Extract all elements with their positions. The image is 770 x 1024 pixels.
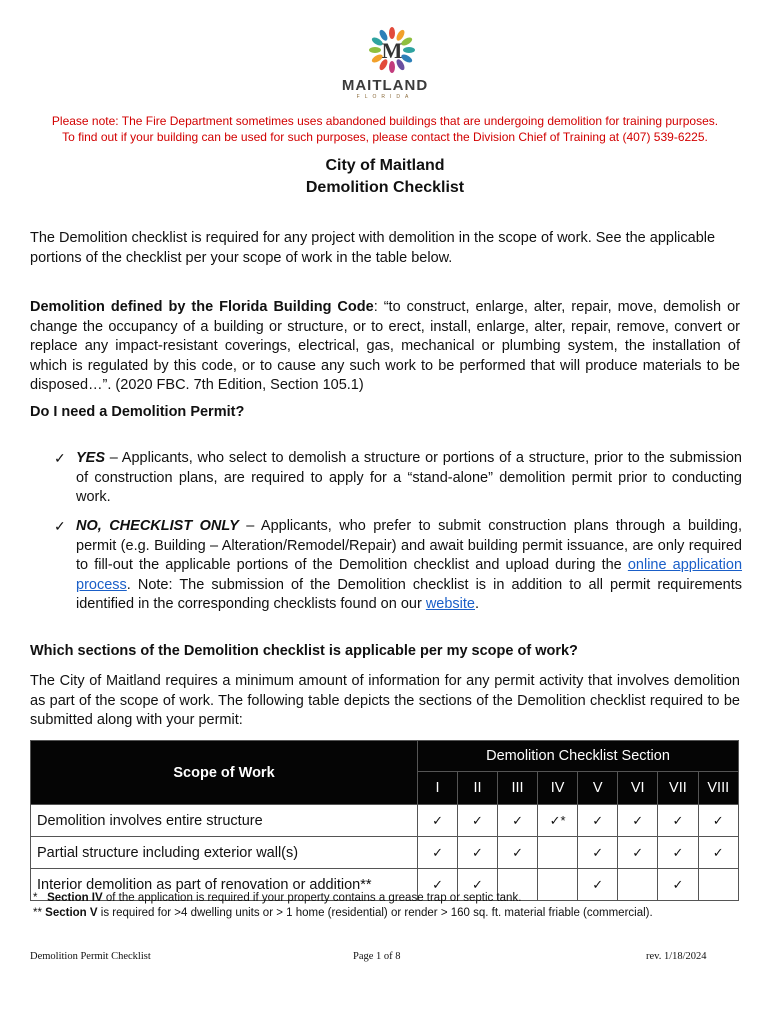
scope-cell: Demolition involves entire structure — [31, 805, 418, 837]
check-cell: ✓ — [698, 805, 738, 837]
definition-paragraph — [30, 298, 740, 396]
check-cell: ✓ — [418, 869, 458, 901]
website-link[interactable]: website — [425, 596, 475, 612]
svg-text:M: M — [381, 38, 403, 63]
section-col-header: VI — [618, 772, 658, 805]
footer-page-number: Page 1 of 8 — [353, 951, 401, 962]
scope-of-work-header: Scope of Work — [31, 741, 418, 805]
check-cell: ✓ — [658, 837, 698, 869]
logo-wordmark: MAITLAND — [341, 77, 429, 94]
definition-label: Demolition defined by the Florida Building Code — [30, 299, 374, 315]
definition-text: : “to construct, enlarge, alter, repair, move, demolish or change the occupancy of a building or structure, or to erect, install, enlarge, alter, repair, remove, convert or replace any impact-resistant coverings, electrical, gas, mechanical or plumbing system, the installation of which is regulated by this code, or to cause any such work to be performed that will produce materials to be disposed…”. (2020 FBC. 7th Edition, Section 105.1) — [30, 299, 740, 393]
check-cell: ✓ — [658, 869, 698, 901]
option-no-label: NO, CHECKLIST ONLY — [76, 518, 239, 534]
option-yes-label: YES — [76, 450, 106, 466]
check-cell — [618, 869, 658, 901]
intro-paragraph: The Demolition checklist is required for any project with demolition in the scope of work. See the applicable portions of the checklist per your scope of work in the table below. — [30, 230, 716, 266]
footnote-2 — [33, 907, 653, 919]
check-cell — [538, 869, 578, 901]
check-cell: ✓ — [618, 805, 658, 837]
check-cell: ✓ — [658, 805, 698, 837]
fire-dept-notice-line1: Please note: The Fire Department sometimes uses abandoned buildings that are undergoing demolition for training purposes. — [51, 114, 719, 128]
option-yes — [54, 449, 742, 508]
section-col-header: VII — [658, 772, 698, 805]
checkmark-icon: ✓ — [54, 450, 66, 466]
check-cell — [538, 837, 578, 869]
check-cell: ✓ — [458, 805, 498, 837]
option-no-text: – Applicants, who prefer to submit construction plans through a building, permit (e.g. Building – Alteration/Remodel/Repair) and await building permit issuance, are only required to fill-out the applicable portions of the Demolition checklist and upload during the — [76, 518, 742, 573]
check-cell: ✓ — [458, 869, 498, 901]
footnote-2-bold: Section V — [45, 907, 98, 919]
check-cell: ✓ — [618, 837, 658, 869]
footnote-2-text: is required for >4 dwelling units or > 1 home (residential) or render > 160 sq. ft. material friable (commercial). — [97, 907, 653, 919]
question-sections-heading: Which sections of the Demolition checklist is applicable per my scope of work? — [30, 643, 578, 659]
option-no-checklist — [54, 517, 742, 615]
check-cell: ✓* — [538, 805, 578, 837]
check-cell: ✓ — [458, 837, 498, 869]
check-cell: ✓ — [578, 837, 618, 869]
section-col-header: II — [458, 772, 498, 805]
online-application-link[interactable]: online application process — [76, 557, 743, 593]
page-title: City of Maitland — [325, 157, 445, 174]
page-subtitle: Demolition Checklist — [305, 179, 465, 196]
check-cell: ✓ — [698, 837, 738, 869]
footer-revision: rev. 1/18/2024 — [646, 951, 707, 962]
option-no-text3: . — [475, 596, 480, 612]
section-header: Demolition Checklist Section — [418, 741, 739, 772]
footnote-1-text: of the application is required if your property contains a grease trap or septic tank. — [102, 892, 522, 904]
footnote-1 — [33, 892, 521, 904]
check-cell: ✓ — [418, 805, 458, 837]
check-cell: ✓ — [498, 837, 538, 869]
section-col-header: IV — [538, 772, 578, 805]
checklist-table — [30, 740, 739, 901]
check-cell: ✓ — [578, 869, 618, 901]
scope-cell: Interior demolition as part of renovation or addition** — [31, 869, 418, 901]
check-cell — [698, 869, 738, 901]
checkmark-icon: ✓ — [54, 518, 66, 534]
footnote-1-marker: * — [33, 892, 38, 904]
check-cell: ✓ — [418, 837, 458, 869]
check-cell: ✓ — [498, 805, 538, 837]
requirement-paragraph: The City of Maitland requires a minimum amount of information for any permit activity that involves demolition as part of the scope of work. The following table depicts the sections of the Demolition checklist required to be submitted along with your permit: — [30, 673, 740, 728]
section-col-header: V — [578, 772, 618, 805]
section-col-header: VIII — [698, 772, 738, 805]
option-yes-text: – Applicants, who select to demolish a structure or portions of a structure, prior to the submission of construction plans, are required to apply for a “stand-alone” demolition permit prior to conducting work. — [76, 450, 742, 505]
logo-subtitle: FLORIDA — [356, 94, 414, 100]
footnote-2-marker: ** — [33, 907, 42, 919]
fire-dept-notice-line2: To find out if your building can be used for such purposes, please contact the Division Chief of Training at (407) 539-6225. — [62, 130, 708, 144]
check-cell: ✓ — [578, 805, 618, 837]
section-col-header: III — [498, 772, 538, 805]
scope-cell: Partial structure including exterior wall(s) — [31, 837, 418, 869]
table-row — [31, 805, 739, 837]
question-permit-heading: Do I need a Demolition Permit? — [30, 404, 245, 420]
section-col-header: I — [418, 772, 458, 805]
footer-doc-name: Demolition Permit Checklist — [30, 951, 151, 962]
option-no-text2: . Note: The submission of the Demolition checklist is in addition to all permit requirements identified in the corresponding checklists found on our — [76, 576, 742, 612]
table-row — [31, 837, 739, 869]
footnote-1-bold: Section IV — [47, 892, 103, 904]
